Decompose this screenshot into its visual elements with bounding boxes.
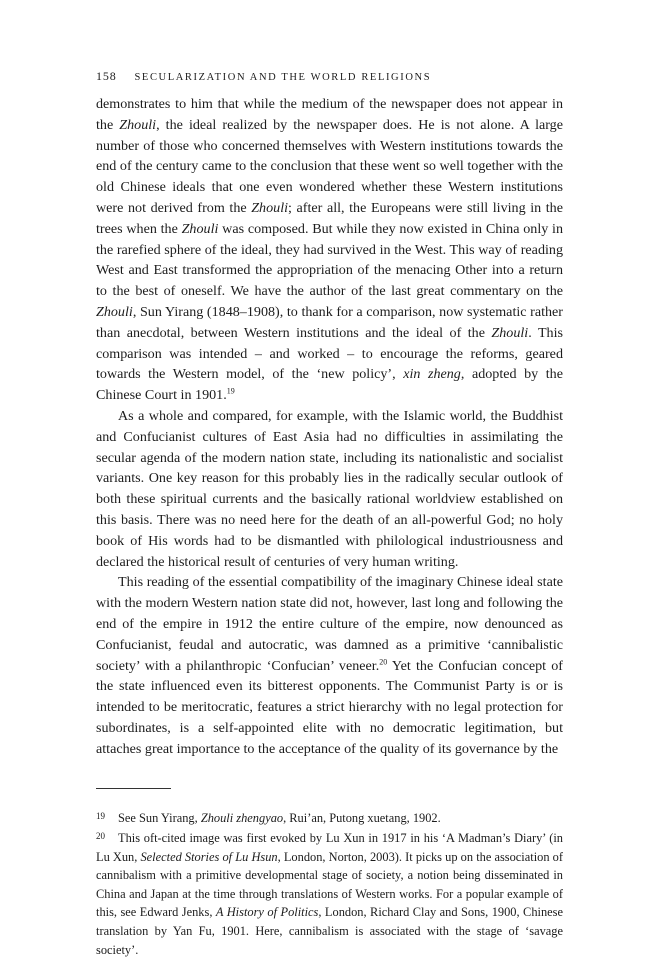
footnote <box>96 827 563 959</box>
footnotes <box>96 807 563 960</box>
text-run: , the ideal realized by the newspaper does. He is not alone. A large number of those who concerned themselves with Western institutions towards the end of the century came to the conclusion that these went so well together with the old Chinese ideals that one even wondered whether these Western institutions were not derived from the <box>96 116 563 216</box>
footnote-number: 20 <box>96 831 105 842</box>
italic-text: Zhouli <box>119 116 157 133</box>
footnote-rule <box>96 788 171 789</box>
text-run: , London, Richard Clay and Sons, 1900, Chinese translation by Yan Fu, 1901. Here, cannibalism is associated with the stage of ‘savage society’. <box>96 905 563 957</box>
footnote-ref: 20 <box>379 656 388 666</box>
italic-text: Zhouli <box>181 220 219 237</box>
italic-text: A History of Politics <box>215 905 319 920</box>
text-run: , London, Norton, 2003). It picks up on the association of cannibalism with a primitive developmental stage of society, a notion being disseminated in China and Japan at the time through translations of Western works. For a popular example of this, see Edward Jenks, <box>96 849 563 920</box>
paragraph <box>96 94 563 406</box>
text-run: , Sun Yirang (1848–1908), to thank for a comparison, now systematic rather than anecdotal, between Western institutions and the ideal of the <box>96 303 563 341</box>
body-text <box>96 94 563 760</box>
running-head <box>96 68 563 86</box>
italic-text: Zhouli <box>491 324 529 341</box>
footnote-ref: 19 <box>226 386 235 396</box>
paragraph <box>96 406 563 572</box>
footnote <box>96 807 563 828</box>
paragraph <box>96 572 563 759</box>
book-page <box>96 68 563 959</box>
text-run: Yet the Confucian concept of the state influenced even its bitterest opponents. The Communist Party is or is intended to be meritocratic, features a strict hierarchy with no legal protection for subordinates, is a self-appointed elite with no democratic legitimation, but attaches great importance to the acceptance of the quality of its governance by the <box>96 657 563 757</box>
italic-text: Zhouli <box>251 199 289 216</box>
text-run: This reading of the essential compatibility of the imaginary Chinese ideal state with the modern Western nation state did not, however, last long and following the end of the empire in 1912 the entire culture of the empire, now denounced as Confucianist, feudal and autocratic, was damned as a primitive ‘cannibalistic society’ with a philanthropic ‘Confucian’ veneer. <box>96 574 563 674</box>
italic-text: xin zheng <box>403 366 461 383</box>
text-run: See Sun Yirang, <box>118 810 201 825</box>
running-title: SECULARIZATION AND THE WORLD RELIGIONS <box>134 72 432 83</box>
text-run: . This comparison was intended – and worked – to encourage the reforms, geared towards the Western model, of the ‘new policy’, <box>96 324 563 383</box>
footnote-number: 19 <box>96 810 105 821</box>
page-number: 158 <box>96 69 117 83</box>
text-run: This oft-cited image was first evoked by Lu Xun in 1917 in his ‘A Madman’s Diary’ (in Lu Xun, <box>96 831 563 864</box>
italic-text: Zhouli zhengyao <box>200 810 284 825</box>
text-run: demonstrates to him that while the medium of the newspaper does not appear in the <box>96 96 563 133</box>
text-run: , Rui’an, Putong xuetang, 1902. <box>283 810 441 825</box>
text-run: As a whole and compared, for example, with the Islamic world, the Buddhist and Confucianist cultures of East Asia had no difficulties in assimilating the secular agenda of the modern nation state, including its nationalistic and socialist variants. One key reason for this probably lies in the radically secular outlook of both these spiritual currents and the basically rational worldview established on this basis. There was no need here for the death of an all-powerful God; no holy book of His words had to be dismantled with philological industriousness and declared the historical result of centuries of very human writing. <box>96 407 563 570</box>
text-run: ; after all, the Europeans were still living in the trees when the <box>96 199 563 237</box>
text-run: , adopted by the Chinese Court in 1901. <box>96 366 563 404</box>
text-run: was composed. But while they now existed in China only in the rarefied sphere of the ideal, they had survived in the West. This way of reading West and East transformed the appropriation of the menacing Other into a return to the best of oneself. We have the author of the last great commentary on the <box>96 220 563 300</box>
italic-text: Selected Stories of Lu Hsun <box>140 849 278 864</box>
italic-text: Zhouli <box>96 303 133 320</box>
